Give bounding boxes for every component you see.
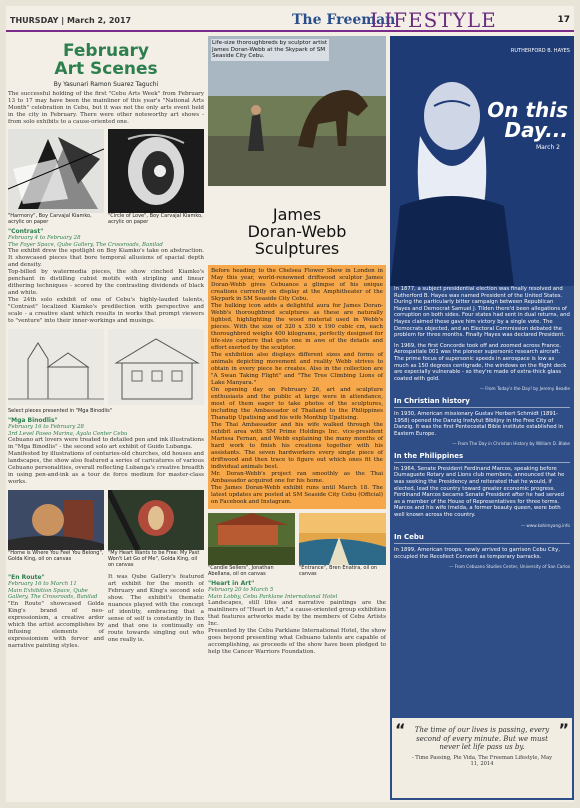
golda-king-images — [8, 490, 204, 568]
entry-cebu-source: — From Cebuano Studies Center, University of San Carlos — [449, 564, 570, 570]
kiamko-images — [8, 129, 204, 225]
candle-sellers-figure — [208, 513, 295, 577]
entry-marcos: In 1964, Senate President Ferdinand Marcos, speaking before Dumaguete Rotary and Lions club members, announced that he was seeking the Presidency and reiterated that he would, if elected, lead the country toward greater economic progress. Ferdinand Marcos became Senate President after he had served as a member of the House of Representatives for three terms. Marcos and his wife Imelda, a former beauty queen, were both well known across the country. — [394, 465, 565, 519]
cebu-heading: In Cebu — [394, 533, 570, 544]
heart-painting — [108, 490, 204, 550]
heart-figure — [108, 490, 204, 568]
entry-hayes: In 1877, a subject presidential election was finally resolved and Rutherford B. Hayes was named President of the United States. During the particularly bitter campaign between Republican Hayes and Democrat Samuel J. Tilden there'd been allegations of corruption on both sides. Four states had sent in dual returns, and Hayes claimed these gave him victory by a single vote. The Democrats objected, and an Electoral Commission debated the problem for three months. Finally Hayes was declared President. — [394, 286, 570, 339]
heart-in-art-paragraph-1: Landscapes, still lifes and narrative paintings are the mainliners of "Heart in Art," a cause-oriented group exhibition that features artworks made by the members of Cebu Artists Inc. — [208, 600, 386, 627]
sculptures-paragraph-4: On opening day on February 26, art and sculpture enthusiasts and the public at large were in attendance, most of them eager to take photos of the sculptures, including the Ambassador of Thailand to the Philippines Thanatip Upatising and his wife Monthip Upatising. — [211, 387, 383, 421]
entry-concorde: In 1969, the first Concorde took off and zoomed across France. Aerospatiale 001 was the pioneer supersonic research aircraft. The prime focus of supersonic speeds in aerospace is low as much as 150 degrees centigrade, the windows on the flight deck are especially vulnerable - so they're made of extra-thick glass coated with gold. — [394, 342, 567, 382]
sculptures-title: James Doran-Webb Sculptures — [247, 205, 347, 258]
on-this-day-column — [390, 36, 574, 800]
christian-history-heading: In Christian history — [394, 397, 570, 408]
sculptures-article — [208, 265, 386, 509]
circle-of-love-caption: "Circle of Love", Boy Carvajal Kiamko, acrylic on paper — [108, 213, 203, 225]
sculptures-column — [208, 36, 386, 800]
sculptures-paragraph-2: The hulking icon adds a delightful aura for James Doran-Webb's thoroughbred sculptures as these are naturally lighted, highlighting the wood material used in Webb's pieces. With the size of 320 x 330 x 190 cubic cm, each thoroughbred weighs 400 kilograms, perfectly designed for life-size capture that gets one in awe of the details and effort exerted by the sculptor. — [211, 303, 383, 351]
circle-of-love-figure — [108, 129, 204, 225]
paper-logo: The Freeman — [292, 12, 396, 28]
home-figure — [8, 490, 104, 568]
sculptures-paragraph-5: The Thai Ambassador and his wife walked through the exhibit area with SM Prime Holdings Inc. vice-president Marissa Fernan, and Webb explaining the many months of hard work to finish his creations together with his assistants. The seven hardworkers every single piece of driftwood and then trace to figure out which ones fit the individual animals best. — [211, 422, 383, 470]
contrast-dates: February 4 to February 28 — [8, 235, 81, 241]
en-route-dates: February 16 to March 11 — [8, 581, 77, 587]
contrast-paragraph-3: The 24th solo exhibit of one of Cebu's highly-lauded talents, "Contrast" localized Kiamko's predilection with perspective and scale - a creative slant which results in works that prompt viewers to "venture" into their inner-workings and musings. — [8, 297, 204, 324]
candle-sellers-caption: "Candle Sellers", Jonathan Abellana, oil on canvas — [208, 565, 274, 577]
quote-text: The time of our lives is passing, every second of every minute. But we must never let life pass us by. — [414, 726, 550, 751]
en-route-paragraph-1: "En Route" showcased Golda King's brand of neo-expressionism, a creative ardor which the artist accomplishes by infusing elements of expressionism with fervor and narrative painting styles. — [8, 600, 104, 649]
heart-in-art-heading: "Heart in Art" — [208, 580, 255, 587]
circle-of-love-artwork — [108, 129, 204, 213]
contrast-paragraph-1: The exhibit drew the spotlight on Boy Kiamko's take on abstraction. It showcased pieces that bore temporal allusions of spacial depth and density. — [8, 248, 204, 268]
harmony-artwork — [8, 129, 104, 213]
sculptures-paragraph-3: The exhibition also displays different sizes and forms of animals depicting movement and reality Webb strives to obtain in every piece he creates. Also in the collection are "A Swan Taking Flight" and "The Tree Climbing Lions of Lake Manyara." — [211, 352, 383, 386]
home-painting-image — [8, 490, 104, 550]
art-scenes-title: February Art Scenes — [54, 41, 158, 79]
quote-attribution: - Time Passing, Pie Vida, The Freeman Lifestyle, May 11, 2014 — [411, 754, 553, 767]
church-sketch — [8, 329, 104, 405]
harmony-figure — [8, 129, 104, 225]
masthead — [6, 6, 574, 32]
open-quote-icon: “ — [395, 720, 406, 739]
en-route-heading: "En Route" — [8, 574, 45, 581]
church-sketch-image — [8, 329, 104, 405]
binodlis-images — [8, 329, 204, 405]
entry-cebu: In 1899, American troops, newly arrived to garrison Cebu City, occupied the Recollect Convent as temporary barracks. — [394, 547, 560, 560]
on-this-day-entries — [390, 286, 574, 575]
en-route-paragraph-2: It was Qube Gallery's featured art exhibit for the month of February and King's second solo show. The exhibit's thematic nuances played with the concept of identity, embracing that a sense of self is constantly in flux and that one is continually on route towards singling out who one really is. — [108, 574, 204, 643]
quote-box — [392, 718, 572, 798]
art-scenes-intro: The successful holding of the first "Cebu Arts Week" from February 13 to 17 may have been the mainliner of this year's "National Arts Month" celebration in Cebu, but it was not the only arts event held in the city in February. There were other noteworthy art shows - from solo exhibits to a cause-oriented one. — [8, 91, 204, 125]
entry-concorde-source: — From Today's the Day! by Jeremy Beadle — [479, 386, 570, 392]
close-quote-icon: ” — [558, 720, 569, 739]
binodlis-heading: "Mga Binodlis" — [8, 417, 58, 424]
en-route-venue: Main Exhibition Space, Qube Gallery, The Crossroads, Banilad — [8, 587, 98, 600]
contrast-paragraph-2: Top-billed by watermedia pieces, the show cinched Kiamko's penchant in distilling cubist motifs with stripling and linear dithering techniques - scored by the contrasting dividends of black and white. — [8, 269, 204, 296]
candle-sellers-image — [208, 513, 295, 565]
portrait-name: RUTHERFORD B. HAYES — [510, 48, 570, 54]
contrast-venue: The Foyer Space, Qube Gallery, The Crossroads, Banilad — [8, 241, 163, 248]
binodlis-venue: 3rd Level Paseo Marina, Ayala Center Cebu — [8, 430, 128, 437]
heart-painting-image — [108, 490, 204, 550]
entrance-figure — [299, 513, 386, 577]
heart-in-art-dates: February 20 to March 5 — [208, 587, 274, 593]
on-this-day-header — [390, 36, 574, 286]
entry-danzig: In 1930, American missionary Gustav Herbert Schmidt (1891-1958) opened the Danzig Instytut Biblijny in the Free City of Danzig. It was the first Pentecostal Bible institute established in Eastern Europe. — [394, 410, 564, 437]
heart-in-art-images — [208, 513, 386, 577]
circle-of-love-abstract-image — [108, 129, 204, 213]
house-sketch — [108, 329, 204, 405]
candle-sellers-painting — [208, 513, 295, 565]
sculpture-photo — [208, 36, 386, 186]
en-route-section — [8, 571, 204, 650]
contrast-heading: "Contrast" — [8, 228, 44, 235]
art-scenes-column — [8, 36, 204, 800]
entrance-image — [299, 513, 386, 565]
on-this-day-title: On this Day... — [487, 98, 568, 142]
issue-date: THURSDAY | March 2, 2017 — [10, 16, 132, 25]
house-sketch-image — [108, 329, 204, 405]
sculpture-photo-caption: Life-size thoroughbreds by sculptor artist James Doran-Webb at the Skypark of SM Seaside City Cebu. — [212, 40, 328, 59]
harmony-caption: "Harmony", Boy Carvajal Kiamko, acrylic on paper — [8, 213, 92, 225]
binodlis-paragraph-2: Manifested by illustrations of centuries-old churches, old houses and landscapes, the show also featured a series of caricatures of various Cebuano personalities, overall reflecting Lubanga's creative breadth in using pen-and-ink as a tour de force medium for master-class works. — [8, 451, 204, 485]
page-number: 17 — [557, 15, 570, 25]
heart-in-art-venue: Main Lobby, Cebu Parklane International Hotel — [208, 593, 338, 600]
entry-marcos-source: — www.kahimyang.info — [520, 522, 570, 528]
section-title: LIFESTYLE — [370, 8, 497, 32]
binodlis-paragraph-1: Cebuano art lovers were treated to detailed pen and ink illustrations in "Mga Binodlis" - the second solo art exhibit of Guido Lubanga. — [8, 437, 204, 450]
harmony-abstract-image — [8, 129, 104, 213]
home-painting — [8, 490, 104, 550]
entrance-caption: "Entrance", Bren Enatira, oil on canvas — [299, 565, 378, 577]
entrance-painting — [299, 513, 386, 565]
hayes-portrait — [390, 36, 574, 286]
binodlis-caption: Select pieces presented in "Mga Binodlis" — [8, 408, 113, 414]
binodlis-dates: February 16 to February 28 — [8, 424, 84, 430]
sculptures-paragraph-7: The James Doran-Webb exhibit runs until March 18. The latest updates are posted at SM Seaside City Cebu (Official) on Facebook and Instagram. — [211, 485, 383, 505]
philippines-heading: In the Philippines — [394, 452, 570, 463]
sculptures-paragraph-1: Before heading to the Chelsea Flower Show in London in May this year, world-renowned driftwood sculptor James Doran-Webb gives Cebuanos a glimpse of his unique creations currently on display at the Amphitheater of the Skypark in SM Seaside City Cebu. — [211, 268, 383, 302]
heart-in-art-paragraph-2: Presented by the Cebu Parklane International Hotel, the show goes beyond presenting what Cebuano talents are capable of accomplishing, as proceeds of the show have been pledged to help the Cancer Warriors Foundation. — [208, 628, 386, 655]
sculptures-paragraph-6: Mr. Doran-Webb's project ran smoothly as the Thai Ambassador acquired one for his home. — [211, 471, 383, 484]
newspaper-page — [6, 6, 574, 802]
on-this-day-date: March 2 — [535, 144, 560, 151]
art-scenes-byline: By Yasunari Ramon Suarez Taguchi — [53, 81, 159, 88]
entry-danzig-source: — From The Day in Christian History by William D. Blake — [452, 441, 570, 447]
heart-caption: "My Heart Wants to be Free: My Past Won't Let Go of Me", Golda King, oil on canvas — [108, 550, 200, 568]
home-caption: "Home is Where You Feel You Belong", Golda King, oil on canvas — [8, 550, 104, 562]
